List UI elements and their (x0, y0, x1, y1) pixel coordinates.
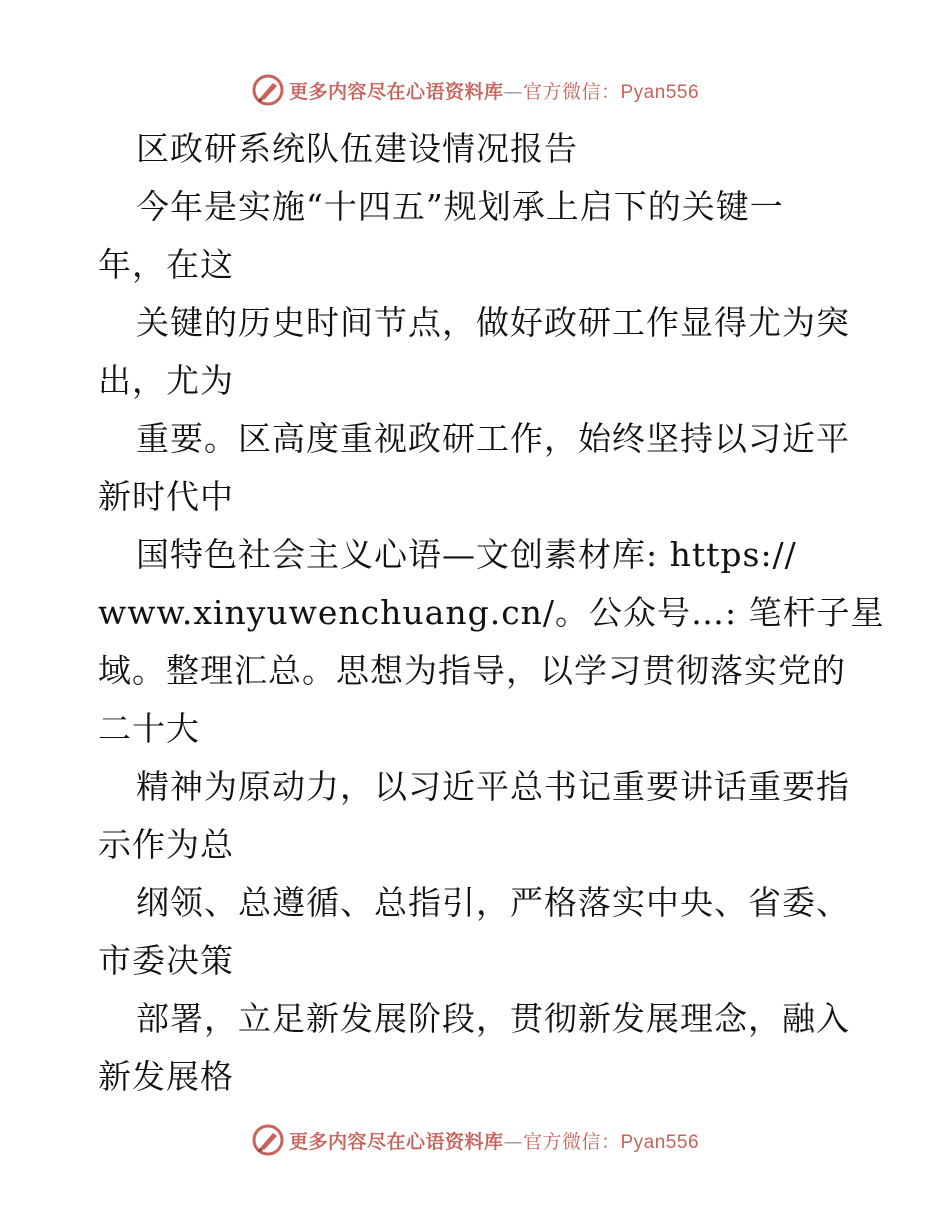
footer-banner-text (289, 1127, 699, 1154)
banner-wechat-label: 官方微信： (522, 80, 621, 103)
document-line: 示作为总 (98, 825, 234, 864)
document-line: 年，在这 (98, 245, 234, 284)
footer-banner (0, 1118, 950, 1162)
document-title: 区政研系统队伍建设情况报告 (136, 129, 578, 168)
banner-dash: — (503, 80, 523, 103)
header-banner-text (289, 77, 699, 104)
pen-logo-icon (251, 73, 285, 107)
document-line: 国特色社会主义心语—文创素材库: https:// (136, 535, 797, 574)
document-line: 二十大 (98, 709, 200, 748)
document-line: 市委决策 (98, 941, 234, 980)
pen-logo-icon (251, 1123, 285, 1157)
banner-wechat-label: 官方微信： (522, 1130, 621, 1153)
banner-wechat-id: Pyan556 (620, 1131, 700, 1153)
banner-site-name: 更多内容尽在心语资料库 (288, 1130, 504, 1153)
document-line: 纲领、总遵循、总指引，严格落实中央、省委、 (136, 883, 850, 922)
banner-site-name: 更多内容尽在心语资料库 (288, 80, 504, 103)
document-body (98, 120, 885, 1106)
document-line: 部署，立足新发展阶段，贯彻新发展理念，融入 (136, 999, 850, 1038)
document-line: 精神为原动力，以习近平总书记重要讲话重要指 (136, 767, 850, 806)
document-line: 重要。区高度重视政研工作，始终坚持以习近平 (136, 419, 850, 458)
banner-dash: — (503, 1130, 523, 1153)
document-line: 今年是实施“十四五”规划承上启下的关键一 (136, 187, 784, 226)
header-banner (0, 68, 950, 112)
document-line: 新发展格 (98, 1057, 234, 1096)
banner-wechat-id: Pyan556 (620, 81, 700, 103)
document-line: 域。整理汇总。思想为指导，以学习贯彻落实党的 (98, 651, 846, 690)
document-line: www.xinyuwenchuang.cn/。公众号…: 笔杆子星 (98, 593, 885, 632)
document-line: 出，尤为 (98, 361, 234, 400)
document-line: 关键的历史时间节点，做好政研工作显得尤为突 (136, 303, 850, 342)
document-line: 新时代中 (98, 477, 234, 516)
